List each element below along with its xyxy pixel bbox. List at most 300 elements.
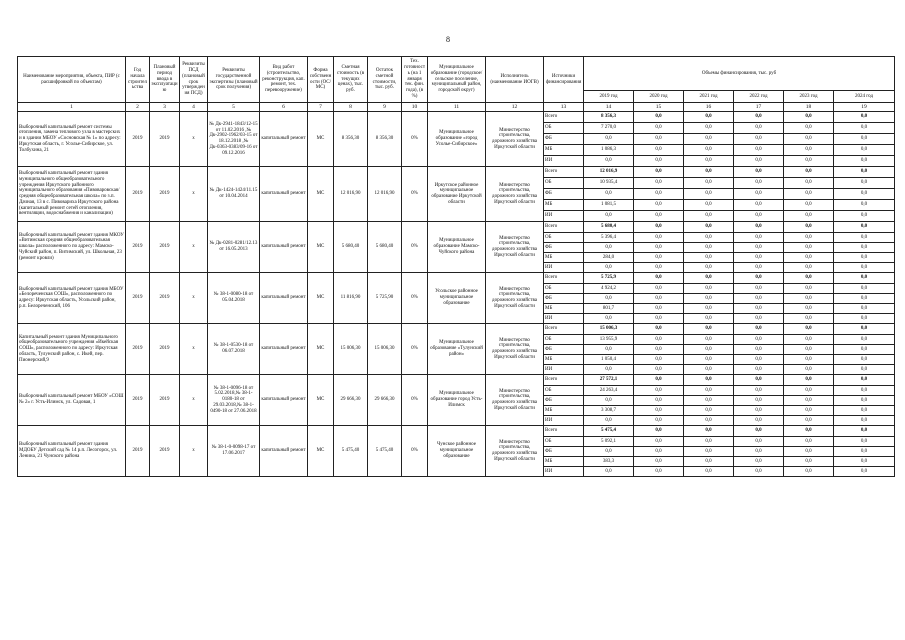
funding-source: МБ: [544, 304, 584, 314]
header-name: Наименование мероприятия, объекта, ПИР (с расшифровкой по объектам): [18, 57, 126, 103]
funding-source: ОБ: [544, 437, 584, 447]
funding-amount: 0,0: [584, 447, 634, 457]
work-type: капитальный ремонт: [260, 375, 308, 426]
tech-readiness: 0%: [402, 375, 428, 426]
funding-amount: 0,0: [734, 284, 784, 294]
psd-details: х: [180, 273, 208, 324]
funding-amount: 0,0: [734, 426, 784, 437]
ownership-form: МС: [308, 273, 334, 324]
tech-readiness: 0%: [402, 324, 428, 375]
funding-amount: 0,0: [784, 233, 834, 243]
executor: Министерство строительства, дорожного хозяйства Иркутской области: [486, 222, 544, 273]
funding-amount: 0,0: [634, 211, 684, 222]
funding-amount: 0,0: [784, 416, 834, 426]
start-year: 2019: [126, 324, 150, 375]
funding-amount: 0,0: [834, 178, 895, 189]
funding-amount: 0,0: [684, 233, 734, 243]
estimated-cost: 29 666,30: [334, 375, 368, 426]
ownership-form: МС: [308, 426, 334, 477]
column-number: 19: [834, 103, 895, 112]
funding-amount: 0,0: [734, 416, 784, 426]
funding-amount: 0,0: [784, 345, 834, 355]
header-ownership: Форма собственности (ОС/МС): [308, 57, 334, 103]
funding-amount: 0,0: [834, 112, 895, 123]
funding-amount: 0,0: [734, 335, 784, 345]
funding-amount: 0,0: [834, 243, 895, 253]
funding-amount: 0,0: [734, 375, 784, 386]
header-psd: Реквизиты ПСД (плановый срок утверждения ПСД): [180, 57, 208, 103]
funding-amount: 0,0: [634, 396, 684, 406]
funding-source: ФБ: [544, 396, 584, 406]
funding-amount: 0,0: [684, 178, 734, 189]
psd-details: х: [180, 426, 208, 477]
funding-source: ОБ: [544, 178, 584, 189]
estimated-cost: 8 356,30: [334, 112, 368, 167]
funding-amount: 0,0: [734, 123, 784, 134]
funding-amount: 0,0: [784, 467, 834, 477]
tech-readiness: 0%: [402, 222, 428, 273]
funding-amount: 0,0: [834, 437, 895, 447]
funding-source: Всего: [544, 167, 584, 178]
funding-amount: 0,0: [634, 123, 684, 134]
funding-amount: 0,0: [784, 294, 834, 304]
executor: Министерство строительства, дорожного хозяйства Иркутской области: [486, 324, 544, 375]
funding-amount: 0,0: [734, 112, 784, 123]
funding-amount: 0,0: [784, 324, 834, 335]
table-row: [18, 112, 895, 123]
remaining-cost: 5 680,40: [368, 222, 402, 273]
funding-amount: 0,0: [684, 294, 734, 304]
municipality: Иркутское районное муниципальное образование Иркутской области: [428, 167, 486, 222]
commission-year: 2019: [150, 324, 180, 375]
column-number: 8: [334, 103, 368, 112]
funding-amount: 0,0: [634, 284, 684, 294]
funding-amount: 0,0: [834, 426, 895, 437]
funding-amount: 0,0: [584, 211, 634, 222]
commission-year: 2019: [150, 375, 180, 426]
expertise-details: № 38-1-0-0098-17 от 17.06.2017: [208, 426, 260, 477]
funding-amount: 0,0: [684, 222, 734, 233]
funding-amount: 0,0: [734, 294, 784, 304]
remaining-cost: 29 666,30: [368, 375, 402, 426]
column-number: 9: [368, 103, 402, 112]
header-year: 2024 год: [834, 91, 895, 103]
executor: Министерство строительства, дорожного хозяйства Иркутской области: [486, 426, 544, 477]
table-row: [18, 167, 895, 178]
start-year: 2019: [126, 375, 150, 426]
column-number: 12: [486, 103, 544, 112]
funding-amount: 0,0: [834, 253, 895, 263]
commission-year: 2019: [150, 112, 180, 167]
funding-source: МБ: [544, 406, 584, 416]
funding-amount: 0,0: [684, 467, 734, 477]
funding-amount: 0,0: [684, 112, 734, 123]
table-row: [18, 273, 895, 284]
funding-source: ОБ: [544, 335, 584, 345]
funding-amount: 0,0: [634, 243, 684, 253]
funding-amount: 0,0: [834, 145, 895, 156]
psd-details: х: [180, 375, 208, 426]
funding-amount: 0,0: [684, 355, 734, 365]
funding-amount: 0,0: [634, 200, 684, 211]
ownership-form: МС: [308, 222, 334, 273]
executor: Министерство строительства, дорожного хозяйства Иркутской области: [486, 112, 544, 167]
ownership-form: МС: [308, 167, 334, 222]
page-number: 8: [446, 35, 450, 44]
remaining-cost: 8 356,30: [368, 112, 402, 167]
funding-amount: 0,0: [784, 134, 834, 145]
header-expertise: Реквизиты государственной экспертизы (плановый срок получения): [208, 57, 260, 103]
funding-amount: 0,0: [734, 314, 784, 324]
funding-amount: 0,0: [634, 467, 684, 477]
funding-amount: 4 924,2: [584, 284, 634, 294]
executor: Министерство строительства, дорожного хозяйства Иркутской области: [486, 167, 544, 222]
funding-amount: 5 725,9: [584, 273, 634, 284]
funding-amount: 0,0: [734, 345, 784, 355]
funding-amount: 3 308,7: [584, 406, 634, 416]
funding-amount: 0,0: [584, 263, 634, 273]
funding-amount: 0,0: [734, 365, 784, 375]
header-estimated-cost: Сметная стоимость (в текущих ценах), тыс. руб.: [334, 57, 368, 103]
funding-amount: 0,0: [684, 243, 734, 253]
funding-amount: 0,0: [634, 222, 684, 233]
funding-amount: 0,0: [684, 437, 734, 447]
funding-source: ИИ: [544, 416, 584, 426]
header-municipality: Муниципальное образование (городское/сельское поселение, муниципальный район, городской округ): [428, 57, 486, 103]
funding-amount: 0,0: [584, 396, 634, 406]
funding-amount: 0,0: [634, 416, 684, 426]
funding-amount: 0,0: [584, 365, 634, 375]
funding-amount: 0,0: [634, 273, 684, 284]
funding-amount: 0,0: [734, 189, 784, 200]
expertise-details: № 38-1-0080-18 от 05.04.2018: [208, 273, 260, 324]
object-name: Выборочный капитальный ремонт МБОУ «СОШ № 2» г. Усть-Илимск, ул. Садовая, 1: [18, 375, 126, 426]
header-year: 2020 год: [634, 91, 684, 103]
funding-amount: 0,0: [634, 324, 684, 335]
header-year: 2019 год: [584, 91, 634, 103]
funding-amount: 5 092,1: [584, 437, 634, 447]
tech-readiness: 0%: [402, 426, 428, 477]
funding-amount: 0,0: [834, 273, 895, 284]
funding-amount: 0,0: [734, 324, 784, 335]
funding-amount: 0,0: [834, 447, 895, 457]
funding-amount: 0,0: [784, 457, 834, 467]
funding-amount: 0,0: [634, 365, 684, 375]
funding-amount: 5 475,4: [584, 426, 634, 437]
funding-amount: 0,0: [684, 396, 734, 406]
funding-amount: 0,0: [784, 355, 834, 365]
estimated-cost: 5 680,40: [334, 222, 368, 273]
table-row: [18, 426, 895, 437]
column-number: 17: [734, 103, 784, 112]
funding-amount: 0,0: [584, 156, 634, 167]
psd-details: х: [180, 324, 208, 375]
funding-amount: 0,0: [734, 145, 784, 156]
funding-amount: 284,0: [584, 253, 634, 263]
funding-amount: 0,0: [784, 365, 834, 375]
funding-source: ФБ: [544, 294, 584, 304]
funding-amount: 8 356,3: [584, 112, 634, 123]
table-row: [18, 222, 895, 233]
funding-amount: 0,0: [734, 156, 784, 167]
funding-amount: 0,0: [784, 375, 834, 386]
expertise-details: № Дк-1424-1424/11.15 от 10.04.2014: [208, 167, 260, 222]
funding-amount: 0,0: [634, 314, 684, 324]
funding-source: ИИ: [544, 211, 584, 222]
executor: Министерство строительства, дорожного хозяйства Иркутской области: [486, 375, 544, 426]
funding-source: ОБ: [544, 284, 584, 294]
funding-amount: 0,0: [584, 416, 634, 426]
column-number: 3: [150, 103, 180, 112]
municipality: Чунское районное муниципальное образование: [428, 426, 486, 477]
funding-source: ФБ: [544, 243, 584, 253]
funding-amount: 0,0: [784, 123, 834, 134]
estimated-cost: 15 006,30: [334, 324, 368, 375]
municipality: Усольское районное муниципальное образование: [428, 273, 486, 324]
funding-amount: 0,0: [684, 200, 734, 211]
funding-amount: 0,0: [734, 273, 784, 284]
funding-amount: 0,0: [834, 167, 895, 178]
funding-amount: 0,0: [634, 294, 684, 304]
funding-amount: 0,0: [684, 416, 734, 426]
expertise-details: № 38-1-0530-18 от 06.07.2018: [208, 324, 260, 375]
funding-amount: 0,0: [834, 134, 895, 145]
header-year: 2023 год: [784, 91, 834, 103]
column-number: 18: [784, 103, 834, 112]
funding-amount: 0,0: [834, 386, 895, 396]
funding-amount: 0,0: [784, 314, 834, 324]
funding-amount: 0,0: [784, 145, 834, 156]
funding-amount: 0,0: [834, 156, 895, 167]
funding-source: МБ: [544, 355, 584, 365]
funding-amount: 1 050,4: [584, 355, 634, 365]
tech-readiness: 0%: [402, 273, 428, 324]
funding-amount: 0,0: [684, 426, 734, 437]
funding-amount: 0,0: [684, 145, 734, 156]
tech-readiness: 0%: [402, 167, 428, 222]
funding-amount: 0,0: [684, 457, 734, 467]
column-number: 2: [126, 103, 150, 112]
funding-amount: 0,0: [684, 211, 734, 222]
funding-amount: 0,0: [784, 156, 834, 167]
column-number: 13: [544, 103, 584, 112]
funding-amount: 0,0: [634, 304, 684, 314]
funding-source: ИИ: [544, 365, 584, 375]
funding-amount: 0,0: [634, 112, 684, 123]
funding-amount: 0,0: [584, 134, 634, 145]
funding-amount: 0,0: [634, 178, 684, 189]
funding-source: ФБ: [544, 345, 584, 355]
funding-source: ИИ: [544, 263, 584, 273]
funding-amount: 0,0: [634, 263, 684, 273]
funding-amount: 0,0: [684, 304, 734, 314]
funding-amount: 0,0: [684, 314, 734, 324]
funding-amount: 0,0: [834, 123, 895, 134]
header-year: 2022 год: [734, 91, 784, 103]
commission-year: 2019: [150, 167, 180, 222]
funding-amount: 0,0: [734, 200, 784, 211]
funding-amount: 0,0: [584, 294, 634, 304]
funding-amount: 0,0: [734, 437, 784, 447]
funding-amount: 0,0: [734, 467, 784, 477]
column-number: 5: [208, 103, 260, 112]
header-remaining-cost: Остаток сметной стоимости, тыс. руб.: [368, 57, 402, 103]
funding-amount: 0,0: [684, 263, 734, 273]
funding-amount: 0,0: [784, 189, 834, 200]
funding-amount: 0,0: [834, 304, 895, 314]
funding-amount: 0,0: [834, 189, 895, 200]
funding-source: ФБ: [544, 447, 584, 457]
table-row: [18, 324, 895, 335]
object-name: Выборочный капитальный ремонт системы отопления, замена теплового узла в мастерских и в здании МБОУ «Сосновская № 1» по адресу: Иркутская область, г. Усолье-Сибирское, ул. Толбухина, 21: [18, 112, 126, 167]
funding-amount: 0,0: [834, 263, 895, 273]
work-type: капитальный ремонт: [260, 222, 308, 273]
funding-amount: 0,0: [684, 167, 734, 178]
funding-amount: 0,0: [784, 253, 834, 263]
funding-amount: 0,0: [734, 355, 784, 365]
estimated-cost: 5 475,40: [334, 426, 368, 477]
header-readiness: Тех. готовность (на 1 января тек. фин. года), (в %): [402, 57, 428, 103]
funding-amount: 0,0: [834, 324, 895, 335]
funding-amount: 0,0: [834, 211, 895, 222]
header-executor: Исполнитель (наименование ИОГВ): [486, 57, 544, 103]
funding-amount: 0,0: [784, 167, 834, 178]
funding-amount: 0,0: [584, 467, 634, 477]
header-start-year: Год начала строительства: [126, 57, 150, 103]
remaining-cost: 12 016,90: [368, 167, 402, 222]
header-work-type: Вид работ (строительство, реконструкция, кап. ремонт, тех. перевооружение): [260, 57, 308, 103]
funding-source: ФБ: [544, 189, 584, 200]
expertise-details: № Дк-0281-0281/12.13 от 16.05.2013: [208, 222, 260, 273]
funding-amount: 0,0: [634, 167, 684, 178]
funding-amount: 5 680,4: [584, 222, 634, 233]
funding-source: Всего: [544, 426, 584, 437]
commission-year: 2019: [150, 426, 180, 477]
funding-source: Всего: [544, 324, 584, 335]
funding-amount: 0,0: [784, 284, 834, 294]
municipality: Муниципальное образование «Тулунский район»: [428, 324, 486, 375]
funding-amount: 0,0: [784, 178, 834, 189]
header-commission-period: Плановый период ввода в эксплуатацию: [150, 57, 180, 103]
column-number: 4: [180, 103, 208, 112]
funding-amount: 0,0: [734, 457, 784, 467]
funding-amount: 0,0: [684, 284, 734, 294]
funding-amount: 0,0: [684, 406, 734, 416]
funding-amount: 0,0: [734, 243, 784, 253]
column-number: 15: [634, 103, 684, 112]
funding-source: ОБ: [544, 386, 584, 396]
column-number: 7: [308, 103, 334, 112]
funding-amount: 0,0: [834, 355, 895, 365]
start-year: 2019: [126, 112, 150, 167]
funding-amount: 0,0: [734, 178, 784, 189]
funding-amount: 0,0: [584, 314, 634, 324]
work-type: капитальный ремонт: [260, 273, 308, 324]
funding-amount: 0,0: [734, 211, 784, 222]
funding-amount: 0,0: [834, 396, 895, 406]
funding-source: ОБ: [544, 233, 584, 243]
funding-amount: 0,0: [784, 200, 834, 211]
funding-source: МБ: [544, 253, 584, 263]
funding-amount: 0,0: [834, 200, 895, 211]
funding-amount: 0,0: [834, 416, 895, 426]
column-number: 14: [584, 103, 634, 112]
commission-year: 2019: [150, 222, 180, 273]
funding-amount: 0,0: [634, 335, 684, 345]
funding-amount: 0,0: [684, 253, 734, 263]
funding-source: Всего: [544, 222, 584, 233]
funding-amount: 0,0: [734, 263, 784, 273]
work-type: капитальный ремонт: [260, 426, 308, 477]
executor: Министерство строительства, дорожного хозяйства Иркутской области: [486, 273, 544, 324]
funding-amount: 0,0: [684, 156, 734, 167]
funding-amount: 0,0: [784, 447, 834, 457]
funding-amount: 0,0: [634, 253, 684, 263]
funding-amount: 0,0: [784, 222, 834, 233]
funding-amount: 0,0: [734, 304, 784, 314]
funding-amount: 801,7: [584, 304, 634, 314]
psd-details: х: [180, 112, 208, 167]
column-number: 10: [402, 103, 428, 112]
header-funding-volumes: Объемы финансирования, тыс. руб: [584, 57, 895, 91]
funding-amount: 0,0: [634, 406, 684, 416]
funding-amount: 0,0: [734, 406, 784, 416]
funding-amount: 0,0: [784, 112, 834, 123]
header-year: 2021 год: [684, 91, 734, 103]
object-name: Капитальный ремонт здания Муниципального общеобразовательного учреждения «Икейская СОШ», расположенного по адресу: Иркутская область, Тулунский район, с. Икей, пер. Пионерский,9: [18, 324, 126, 375]
funding-amount: 0,0: [834, 345, 895, 355]
funding-amount: 24 263,4: [584, 386, 634, 396]
funding-amount: 0,0: [784, 304, 834, 314]
funding-amount: 0,0: [584, 243, 634, 253]
funding-amount: 0,0: [834, 365, 895, 375]
funding-amount: 1 086,3: [584, 145, 634, 156]
funding-amount: 0,0: [634, 437, 684, 447]
funding-amount: 0,0: [684, 335, 734, 345]
funding-amount: 0,0: [784, 386, 834, 396]
funding-amount: 0,0: [834, 314, 895, 324]
ownership-form: МС: [308, 375, 334, 426]
funding-amount: 0,0: [634, 355, 684, 365]
funding-amount: 0,0: [784, 335, 834, 345]
funding-amount: 0,0: [634, 426, 684, 437]
funding-amount: 0,0: [734, 134, 784, 145]
funding-amount: 0,0: [634, 386, 684, 396]
expertise-details: № 38-1-0096-18 от 5.02.2018,№ 38-1-0180-18 от 29.03.2018,№ 38-1-0490-18 от 27.06.2018: [208, 375, 260, 426]
start-year: 2019: [126, 273, 150, 324]
funding-amount: 0,0: [834, 457, 895, 467]
municipality: Муниципальное образование Мамско-Чуйского района: [428, 222, 486, 273]
funding-amount: 0,0: [634, 233, 684, 243]
psd-details: х: [180, 167, 208, 222]
funding-source: ИИ: [544, 156, 584, 167]
column-number: 1: [18, 103, 126, 112]
funding-amount: 0,0: [834, 375, 895, 386]
funding-amount: 0,0: [784, 263, 834, 273]
funding-amount: 0,0: [734, 396, 784, 406]
funding-amount: 0,0: [634, 345, 684, 355]
municipality: Муниципальное образование город Усть-Илимск: [428, 375, 486, 426]
funding-amount: 10 935,4: [584, 178, 634, 189]
funding-source: ФБ: [544, 134, 584, 145]
funding-source: ИИ: [544, 467, 584, 477]
funding-amount: 0,0: [834, 294, 895, 304]
funding-amount: 0,0: [784, 211, 834, 222]
funding-amount: 27 572,1: [584, 375, 634, 386]
column-number: 6: [260, 103, 308, 112]
funding-amount: 0,0: [784, 406, 834, 416]
funding-amount: 0,0: [634, 145, 684, 156]
